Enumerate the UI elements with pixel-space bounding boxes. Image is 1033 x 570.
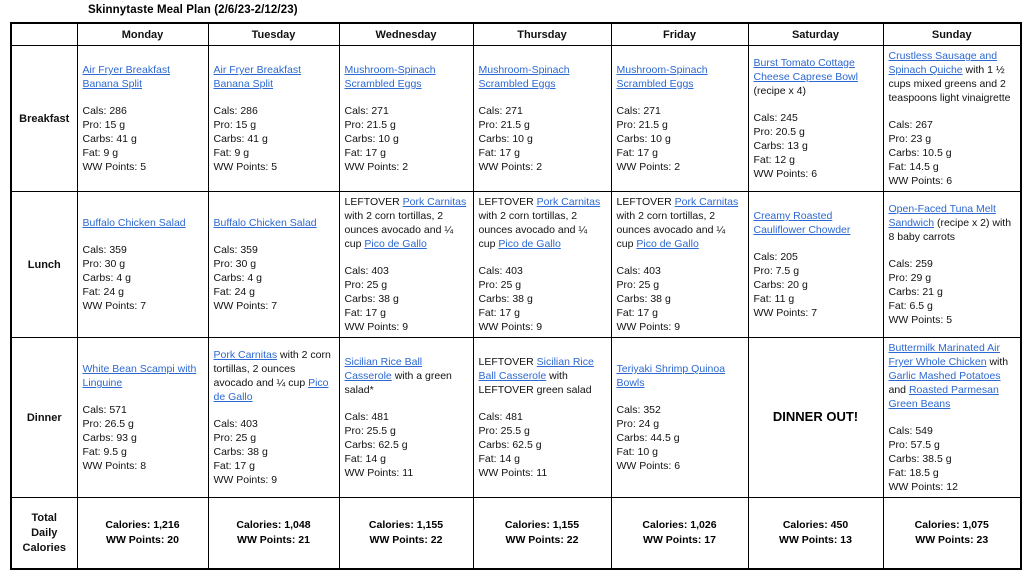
nutrition-line: WW Points: 8 — [82, 460, 147, 472]
nutrition-line: Carbs: 41 g — [213, 133, 268, 145]
meal-cell-breakfast-tuesday — [208, 46, 339, 192]
meal-text: LEFTOVER — [344, 196, 403, 208]
total-cell-thursday — [473, 498, 611, 570]
nutrition-line: Pro: 21.5 g — [616, 119, 668, 131]
nutrition-line: Fat: 14.5 g — [888, 161, 939, 173]
spacer — [889, 244, 1016, 257]
nutrition-line: Pro: 26.5 g — [82, 418, 134, 430]
total-ww-points: WW Points: 17 — [643, 534, 716, 546]
nutrition-stats — [889, 424, 1016, 494]
nutrition-line: WW Points: 9 — [478, 321, 543, 333]
nutrition-line: Pro: 25 g — [478, 279, 522, 291]
meal-cell-lunch-wednesday — [339, 192, 473, 338]
meal-cell-breakfast-wednesday — [339, 46, 473, 192]
meal-text: (recipe x 4) — [753, 85, 807, 97]
nutrition-line: Fat: 9.5 g — [82, 446, 127, 458]
spacer — [83, 91, 203, 104]
nutrition-line: Fat: 17 g — [344, 147, 386, 159]
recipe-link[interactable]: Roasted Parmesan Green Beans — [888, 384, 999, 410]
recipe-link[interactable]: Mushroom-Spinach Scrambled Eggs — [616, 64, 708, 90]
meal-description — [617, 362, 743, 390]
total-calories: Calories: 1,155 — [368, 519, 444, 531]
nutrition-stats — [345, 410, 468, 480]
nutrition-line: Cals: 259 — [888, 258, 933, 270]
recipe-link[interactable]: Buffalo Chicken Salad — [82, 217, 186, 229]
day-header-monday: Monday — [77, 23, 208, 46]
nutrition-line: Fat: 17 g — [478, 147, 520, 159]
total-ww-points: WW Points: 23 — [915, 534, 989, 546]
nutrition-line: Carbs: 44.5 g — [616, 432, 680, 444]
nutrition-line: Pro: 25 g — [616, 279, 660, 291]
nutrition-line: Cals: 271 — [616, 105, 661, 117]
nutrition-line: Cals: 286 — [82, 105, 127, 117]
meal-text: with 1 ½ cups mixed greens and 2 teaspoons light vinaigrette — [888, 64, 1011, 104]
meal-cell-dinner-tuesday — [208, 338, 339, 498]
total-cell-tuesday — [208, 498, 339, 570]
nutrition-line: Pro: 57.5 g — [888, 439, 940, 451]
nutrition-line: Fat: 14 g — [478, 453, 520, 465]
total-ww-points: WW Points: 21 — [237, 534, 310, 546]
spacer — [617, 91, 743, 104]
nutrition-line: WW Points: 11 — [344, 467, 414, 479]
nutrition-line: Cals: 403 — [344, 265, 389, 277]
nutrition-line: Carbs: 41 g — [82, 133, 137, 145]
meal-description — [214, 216, 334, 230]
nutrition-line: Fat: 17 g — [344, 307, 386, 319]
total-cell-saturday — [748, 498, 883, 570]
nutrition-line: WW Points: 5 — [888, 314, 953, 326]
nutrition-line: WW Points: 2 — [344, 161, 409, 173]
nutrition-line: Fat: 17 g — [616, 147, 658, 159]
meal-text: with a green salad* — [344, 370, 452, 396]
nutrition-line: Pro: 21.5 g — [478, 119, 530, 131]
recipe-link[interactable]: Mushroom-Spinach Scrambled Eggs — [478, 64, 570, 90]
meal-cell-dinner-monday — [77, 338, 208, 498]
spacer — [617, 390, 743, 403]
total-calories: Calories: 1,026 — [642, 519, 717, 531]
total-calories: Calories: 1,075 — [914, 519, 989, 531]
recipe-link[interactable]: Sicilian Rice Ball Casserole — [478, 356, 594, 382]
recipe-link[interactable]: Sicilian Rice Ball Casserole — [344, 356, 423, 382]
nutrition-stats — [479, 410, 606, 480]
dinner-row — [11, 338, 1021, 498]
nutrition-stats — [83, 403, 203, 473]
nutrition-line: Cals: 267 — [888, 119, 933, 131]
nutrition-line: Pro: 30 g — [213, 258, 257, 270]
spacer — [214, 404, 334, 417]
total-cell-friday — [611, 498, 748, 570]
meal-cell-dinner-thursday — [473, 338, 611, 498]
nutrition-line: Fat: 17 g — [616, 307, 658, 319]
meal-description — [754, 410, 878, 425]
total-calories: Calories: 1,048 — [236, 519, 311, 531]
nutrition-line: Cals: 549 — [888, 425, 933, 437]
nutrition-line: Pro: 7.5 g — [753, 265, 800, 277]
recipe-link[interactable]: Burst Tomato Cottage Cheese Caprese Bowl — [753, 57, 858, 83]
nutrition-line: Pro: 30 g — [82, 258, 126, 270]
recipe-link[interactable]: Pico de Gallo — [636, 238, 699, 250]
spacer — [889, 411, 1016, 424]
recipe-link[interactable]: Teriyaki Shrimp Quinoa Bowls — [616, 363, 726, 389]
spacer — [83, 230, 203, 243]
day-header-wednesday: Wednesday — [339, 23, 473, 46]
nutrition-line: Carbs: 10 g — [478, 133, 533, 145]
nutrition-line: WW Points: 5 — [82, 161, 147, 173]
meal-cell-lunch-tuesday — [208, 192, 339, 338]
total-ww-points: WW Points: 20 — [106, 534, 179, 546]
nutrition-line: WW Points: 2 — [478, 161, 543, 173]
meal-cell-dinner-sunday — [883, 338, 1021, 498]
total-ww-points: WW Points: 13 — [779, 534, 852, 546]
recipe-link[interactable]: Air Fryer Breakfast Banana Split — [82, 64, 171, 90]
nutrition-line: Pro: 25 g — [344, 279, 388, 291]
nutrition-line: WW Points: 9 — [344, 321, 409, 333]
nutrition-line: Pro: 23 g — [888, 133, 932, 145]
meal-text: LEFTOVER — [616, 196, 675, 208]
meal-description — [617, 63, 743, 91]
nutrition-line: WW Points: 5 — [213, 161, 278, 173]
spacer — [754, 98, 878, 111]
nutrition-line: Pro: 15 g — [213, 119, 257, 131]
meal-text: with 2 corn tortillas, 2 ounces avocado and ¼ cup — [478, 210, 588, 250]
meal-cell-lunch-friday — [611, 192, 748, 338]
nutrition-stats — [889, 118, 1016, 188]
nutrition-line: Cals: 271 — [344, 105, 389, 117]
nutrition-line: Cals: 245 — [753, 112, 798, 124]
meal-plan-table — [10, 22, 1022, 570]
meal-cell-breakfast-friday — [611, 46, 748, 192]
nutrition-line: Cals: 571 — [82, 404, 127, 416]
day-header-row — [11, 23, 1021, 46]
nutrition-stats — [83, 104, 203, 174]
row-label-breakfast: Breakfast — [11, 46, 77, 192]
total-ww-points: WW Points: 22 — [369, 534, 443, 546]
nutrition-line: Pro: 25 g — [213, 432, 257, 444]
meal-description — [214, 63, 334, 91]
nutrition-line: Carbs: 4 g — [82, 272, 131, 284]
nutrition-stats — [83, 243, 203, 313]
recipe-link[interactable]: Crustless Sausage and Spinach Quiche — [888, 50, 998, 76]
nutrition-stats — [214, 243, 334, 313]
meal-description — [479, 355, 606, 397]
nutrition-stats — [345, 104, 468, 174]
spacer — [345, 251, 468, 264]
meal-cell-dinner-saturday — [748, 338, 883, 498]
total-cell-wednesday — [339, 498, 473, 570]
nutrition-line: Pro: 20.5 g — [753, 126, 805, 138]
meal-description — [754, 56, 878, 98]
total-calories: Calories: 450 — [782, 519, 849, 531]
recipe-link[interactable]: Pork Carnitas — [213, 349, 278, 361]
nutrition-line: Fat: 18.5 g — [888, 467, 939, 479]
meal-cell-breakfast-saturday — [748, 46, 883, 192]
total-cell-sunday — [883, 498, 1021, 570]
breakfast-row — [11, 46, 1021, 192]
day-header-friday: Friday — [611, 23, 748, 46]
meal-description — [345, 63, 468, 91]
meal-description — [889, 202, 1016, 244]
meal-description — [83, 362, 203, 390]
meal-description — [479, 63, 606, 91]
nutrition-line: Carbs: 38 g — [478, 293, 533, 305]
total-calories: Calories: 1,155 — [504, 519, 580, 531]
meal-text: with 2 corn tortillas, 2 ounces avocado and ¼ cup — [616, 210, 726, 250]
nutrition-line: WW Points: 11 — [478, 467, 548, 479]
nutrition-line: Fat: 17 g — [213, 460, 255, 472]
recipe-link[interactable]: Buffalo Chicken Salad — [213, 217, 317, 229]
nutrition-line: Cals: 359 — [213, 244, 258, 256]
nutrition-stats — [889, 257, 1016, 327]
corner-cell — [11, 23, 77, 46]
recipe-link[interactable]: Pico de Gallo — [364, 238, 427, 250]
recipe-link[interactable]: Buttermilk Marinated Air Fryer Whole Chicken — [888, 342, 1000, 368]
meal-description — [345, 355, 468, 397]
nutrition-stats — [754, 111, 878, 181]
nutrition-line: Carbs: 10 g — [344, 133, 399, 145]
meal-description — [889, 49, 1016, 105]
nutrition-line: Carbs: 13 g — [753, 140, 808, 152]
day-header-tuesday: Tuesday — [208, 23, 339, 46]
meal-description — [617, 195, 743, 251]
meal-cell-dinner-friday — [611, 338, 748, 498]
nutrition-line: Cals: 286 — [213, 105, 258, 117]
nutrition-line: WW Points: 9 — [616, 321, 681, 333]
nutrition-line: WW Points: 6 — [753, 168, 818, 180]
recipe-link[interactable]: Pico de Gallo — [213, 377, 329, 403]
total-ww-points: WW Points: 22 — [505, 534, 579, 546]
nutrition-stats — [345, 264, 468, 334]
nutrition-line: Carbs: 62.5 g — [344, 439, 408, 451]
nutrition-line: Carbs: 38 g — [213, 446, 268, 458]
lunch-row — [11, 192, 1021, 338]
meal-text: with — [986, 356, 1009, 368]
day-header-saturday: Saturday — [748, 23, 883, 46]
meal-description — [479, 195, 606, 251]
nutrition-stats — [479, 104, 606, 174]
nutrition-line: Carbs: 93 g — [82, 432, 137, 444]
recipe-link[interactable]: Pork Carnitas — [674, 196, 739, 208]
nutrition-stats — [214, 417, 334, 487]
meal-description — [889, 341, 1016, 411]
nutrition-line: Cals: 271 — [478, 105, 523, 117]
recipe-link[interactable]: Pork Carnitas — [402, 196, 467, 208]
spacer — [479, 251, 606, 264]
meal-text: LEFTOVER — [478, 356, 537, 368]
nutrition-line: Carbs: 62.5 g — [478, 439, 542, 451]
meal-description — [754, 209, 878, 237]
nutrition-line: Carbs: 10 g — [616, 133, 671, 145]
recipe-link[interactable]: Creamy Roasted Cauliflower Chowder — [753, 210, 851, 236]
meal-description — [345, 195, 468, 251]
meal-text: (recipe x 2) with 8 baby carrots — [888, 217, 1012, 243]
row-label-total-text: Total Daily Calories — [22, 511, 66, 554]
nutrition-stats — [754, 250, 878, 320]
nutrition-line: WW Points: 6 — [888, 175, 953, 187]
nutrition-line: Carbs: 21 g — [888, 286, 943, 298]
nutrition-line: Fat: 24 g — [213, 286, 255, 298]
nutrition-line: Fat: 24 g — [82, 286, 124, 298]
nutrition-line: WW Points: 7 — [82, 300, 147, 312]
recipe-link[interactable]: Pork Carnitas — [536, 196, 601, 208]
recipe-link[interactable]: Open-Faced Tuna Melt Sandwich — [888, 203, 996, 229]
nutrition-line: Carbs: 38 g — [344, 293, 399, 305]
spacer — [345, 91, 468, 104]
spacer — [214, 91, 334, 104]
nutrition-line: Pro: 21.5 g — [344, 119, 396, 131]
nutrition-line: Carbs: 38 g — [616, 293, 671, 305]
meal-text: with 2 corn tortillas, 2 ounces avocado and ¼ cup — [344, 210, 454, 250]
spacer — [345, 397, 468, 410]
recipe-link[interactable]: Pico de Gallo — [498, 238, 561, 250]
nutrition-line: Fat: 12 g — [753, 154, 795, 166]
nutrition-stats — [617, 104, 743, 174]
spacer — [214, 230, 334, 243]
totals-row — [11, 498, 1021, 570]
nutrition-line: Cals: 403 — [213, 418, 258, 430]
nutrition-line: WW Points: 9 — [213, 474, 278, 486]
nutrition-line: Fat: 6.5 g — [888, 300, 933, 312]
spacer — [479, 91, 606, 104]
spacer — [83, 390, 203, 403]
nutrition-line: Pro: 24 g — [616, 418, 660, 430]
nutrition-line: Cals: 205 — [753, 251, 798, 263]
meal-text: with 2 corn tortillas, 2 ounces avocado and ¼ cup — [213, 349, 331, 389]
total-cell-monday — [77, 498, 208, 570]
nutrition-line: WW Points: 7 — [213, 300, 278, 312]
meal-cell-breakfast-monday — [77, 46, 208, 192]
meal-cell-lunch-thursday — [473, 192, 611, 338]
meal-text: and — [888, 384, 909, 396]
nutrition-line: Cals: 403 — [478, 265, 523, 277]
nutrition-line: Cals: 352 — [616, 404, 661, 416]
nutrition-line: Carbs: 20 g — [753, 279, 808, 291]
nutrition-line: Fat: 9 g — [82, 147, 119, 159]
nutrition-line: WW Points: 2 — [616, 161, 681, 173]
nutrition-line: Fat: 10 g — [616, 446, 658, 458]
nutrition-line: Fat: 17 g — [478, 307, 520, 319]
nutrition-line: Pro: 25.5 g — [478, 425, 530, 437]
meal-cell-dinner-wednesday — [339, 338, 473, 498]
nutrition-line: Cals: 359 — [82, 244, 127, 256]
nutrition-line: WW Points: 12 — [888, 481, 958, 493]
row-label-lunch: Lunch — [11, 192, 77, 338]
day-header-thursday: Thursday — [473, 23, 611, 46]
nutrition-line: Pro: 15 g — [82, 119, 126, 131]
nutrition-line: Fat: 14 g — [344, 453, 386, 465]
nutrition-line: Fat: 11 g — [753, 293, 795, 305]
row-label-dinner: Dinner — [11, 338, 77, 498]
nutrition-line: Fat: 9 g — [213, 147, 250, 159]
meal-description — [83, 216, 203, 230]
nutrition-stats — [617, 264, 743, 334]
nutrition-stats — [479, 264, 606, 334]
meal-description — [214, 348, 334, 404]
recipe-link[interactable]: Garlic Mashed Potatoes — [888, 370, 1001, 382]
spacer — [479, 397, 606, 410]
nutrition-line: Pro: 29 g — [888, 272, 932, 284]
nutrition-line: Cals: 481 — [344, 411, 389, 423]
spacer — [754, 237, 878, 250]
nutrition-stats — [617, 403, 743, 473]
recipe-link[interactable]: White Bean Scampi with Linguine — [82, 363, 197, 389]
meal-cell-lunch-sunday — [883, 192, 1021, 338]
spacer — [617, 251, 743, 264]
spacer — [889, 105, 1016, 118]
nutrition-stats — [214, 104, 334, 174]
meal-text: with LEFTOVER green salad — [478, 370, 592, 396]
nutrition-line: Carbs: 10.5 g — [888, 147, 952, 159]
recipe-link[interactable]: Air Fryer Breakfast Banana Split — [213, 64, 302, 90]
day-header-sunday: Sunday — [883, 23, 1021, 46]
nutrition-line: WW Points: 6 — [616, 460, 681, 472]
nutrition-line: Pro: 25.5 g — [344, 425, 396, 437]
meal-cell-lunch-monday — [77, 192, 208, 338]
meal-text: LEFTOVER — [478, 196, 537, 208]
nutrition-line: Cals: 481 — [478, 411, 523, 423]
nutrition-line: Cals: 403 — [616, 265, 661, 277]
meal-description — [83, 63, 203, 91]
meal-cell-lunch-saturday — [748, 192, 883, 338]
page-title: Skinnytaste Meal Plan (2/6/23-2/12/23) — [88, 4, 298, 16]
row-label-total — [11, 498, 77, 570]
meal-cell-breakfast-sunday — [883, 46, 1021, 192]
recipe-link[interactable]: Mushroom-Spinach Scrambled Eggs — [344, 64, 436, 90]
total-calories: Calories: 1,216 — [105, 519, 180, 531]
meal-cell-breakfast-thursday — [473, 46, 611, 192]
nutrition-line: WW Points: 7 — [753, 307, 818, 319]
nutrition-line: Carbs: 38.5 g — [888, 453, 952, 465]
dinner-out-text: DINNER OUT! — [772, 409, 859, 424]
nutrition-line: Carbs: 4 g — [213, 272, 262, 284]
